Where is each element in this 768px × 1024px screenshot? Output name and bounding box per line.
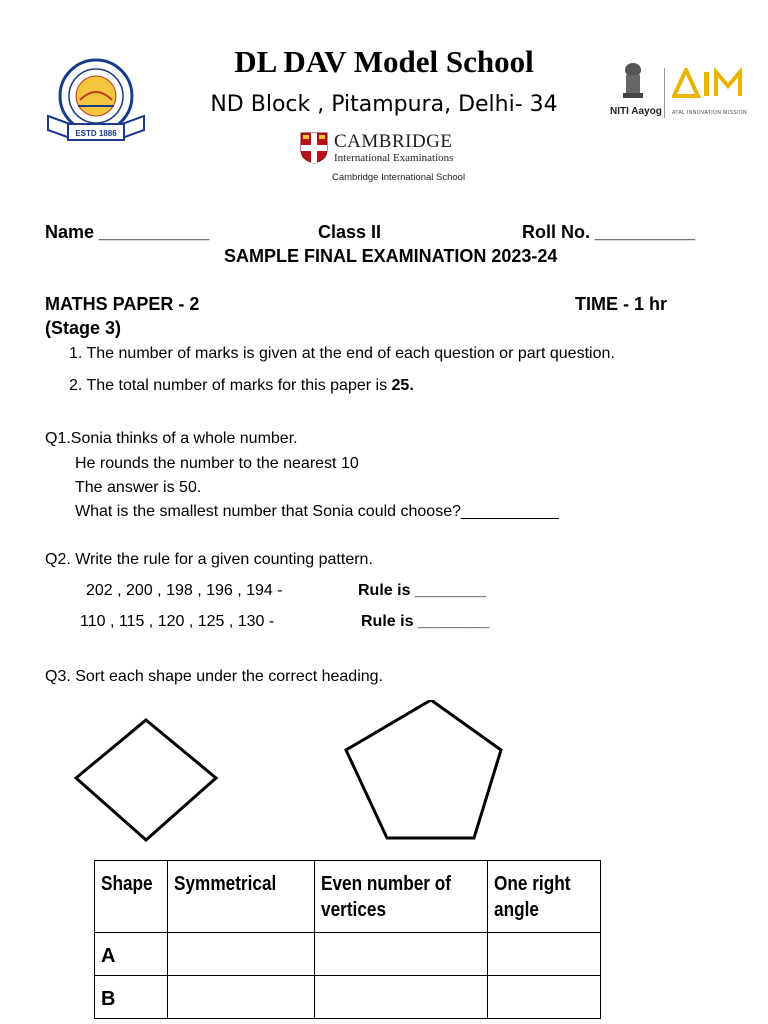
table-header xyxy=(168,861,315,933)
instruction-1: 1. The number of marks is given at the end of each question or part question. xyxy=(69,345,615,362)
table-cell[interactable] xyxy=(488,933,601,976)
row-label-text: A xyxy=(101,945,116,967)
q1-line-3: The answer is 50. xyxy=(75,479,202,496)
sorting-table xyxy=(94,860,601,1019)
table-cell[interactable] xyxy=(315,976,488,1019)
cambridge-title: CAMBRIDGE xyxy=(334,131,453,152)
q2-prompt: Q2. Write the rule for a given counting pattern. xyxy=(45,551,373,568)
niti-aayog-text: NITI Aayog xyxy=(610,106,662,117)
q3-prompt: Q3. Sort each shape under the correct heading. xyxy=(45,668,383,685)
table-row xyxy=(95,933,601,976)
table-header-text: Even number of vertices xyxy=(321,873,452,921)
rhombus-shape xyxy=(76,720,216,840)
table-cell[interactable] xyxy=(315,933,488,976)
aim-logo-icon xyxy=(672,68,748,98)
aim-text: ATAL INNOVATION MISSION xyxy=(672,110,748,116)
class-label: Class II xyxy=(318,222,382,242)
cambridge-school: Cambridge International School xyxy=(332,172,466,183)
q2-rule-2: Rule is ________ xyxy=(361,613,490,630)
paper-subject: MATHS PAPER - 2 xyxy=(45,294,200,314)
table-header-text: Symmetrical xyxy=(174,873,277,895)
table-row-label xyxy=(95,976,168,1019)
total-marks: 25. xyxy=(391,377,414,394)
instruction-2-text: 2. The total number of marks for this paper is xyxy=(69,377,392,394)
cambridge-logo xyxy=(300,130,470,188)
table-cell[interactable] xyxy=(488,976,601,1019)
q2-pattern-2: 110 , 115 , 120 , 125 , 130 - xyxy=(80,613,275,630)
school-address: ND Block , Pitampura, Delhi- 34 xyxy=(210,92,558,117)
cambridge-shield-icon xyxy=(300,132,328,164)
row-label-text: B xyxy=(101,988,116,1010)
pentagon-shape xyxy=(346,700,501,838)
niti-aim-logo xyxy=(606,62,756,122)
table-row xyxy=(95,976,601,1019)
dav-logo-estd: ESTD 1886 xyxy=(75,129,117,138)
school-name: DL DAV Model School xyxy=(234,44,534,79)
q1-line-4: What is the smallest number that Sonia could choose?___________ xyxy=(75,503,559,520)
paper-time: TIME - 1 hr xyxy=(575,294,668,314)
table-header-text: One right angle xyxy=(494,873,571,921)
paper-stage: (Stage 3) xyxy=(45,318,122,338)
national-emblem-icon xyxy=(620,62,646,102)
table-cell[interactable] xyxy=(168,933,315,976)
cambridge-subtitle: International Examinations xyxy=(334,152,454,164)
exam-title: SAMPLE FINAL EXAMINATION 2023-24 xyxy=(224,246,558,266)
q3-shapes xyxy=(60,700,540,850)
table-header xyxy=(95,861,168,933)
table-header-row xyxy=(95,861,601,933)
logo-divider xyxy=(664,68,665,118)
name-field: Name ___________ xyxy=(45,222,210,242)
table-header-text: Shape xyxy=(101,873,153,895)
q1-line-1: Q1.Sonia thinks of a whole number. xyxy=(45,430,298,447)
roll-number-field: Roll No. __________ xyxy=(522,222,696,242)
table-header xyxy=(315,861,488,933)
table-header xyxy=(488,861,601,933)
instruction-2 xyxy=(69,377,414,395)
table-cell[interactable] xyxy=(168,976,315,1019)
q2-pattern-1: 202 , 200 , 198 , 196 , 194 - xyxy=(86,582,283,599)
q2-rule-1: Rule is ________ xyxy=(358,582,487,599)
table-row-label xyxy=(95,933,168,976)
q1-line-2: He rounds the number to the nearest 10 xyxy=(75,455,359,472)
